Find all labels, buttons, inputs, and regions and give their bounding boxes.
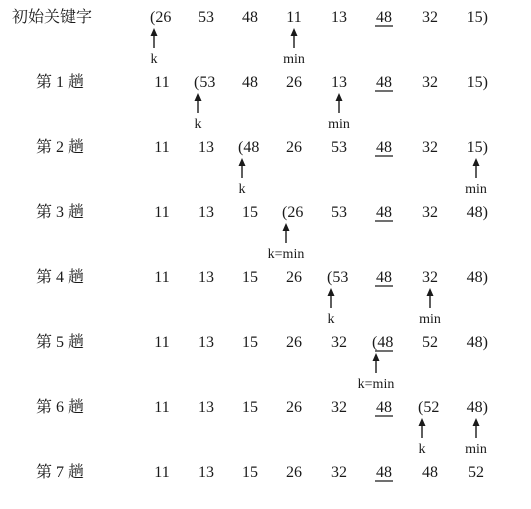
key-cell: 15: [242, 269, 258, 286]
key-cell: 32: [422, 74, 438, 91]
key-cell: 11: [154, 204, 170, 221]
key-cell: 26: [286, 334, 302, 351]
key-cell: 32: [331, 464, 347, 481]
pass-row: [36, 333, 488, 392]
row-label: 第 1 趟: [36, 74, 85, 91]
key-cell: 52: [468, 464, 484, 481]
key-cell: 48: [422, 464, 438, 481]
key-cell: (53: [194, 74, 216, 91]
key-cell: 32: [422, 204, 438, 221]
key-cell: (52: [418, 399, 440, 416]
pass-row: [36, 268, 488, 327]
key-cell: 13: [198, 204, 214, 221]
key-cell: 13: [331, 9, 347, 26]
key-cell: 32: [422, 9, 438, 26]
key-cell: 48: [242, 74, 258, 91]
key-cell: 26: [286, 399, 302, 416]
pointer-label: k=min: [357, 377, 395, 392]
key-cell: 15: [242, 464, 258, 481]
pointer-label: min: [465, 442, 487, 457]
key-cell: 26: [286, 464, 302, 481]
pointer-label: k: [150, 52, 158, 67]
pointer-arrow-head: [328, 288, 335, 296]
pass-row: [36, 463, 484, 481]
key-cell: 48: [376, 74, 392, 91]
row-label: 第 5 趟: [36, 334, 85, 351]
key-cell: 15: [242, 334, 258, 351]
pass-row: [36, 203, 488, 262]
pointer-arrow-head: [239, 158, 246, 166]
key-cell: 32: [331, 399, 347, 416]
key-cell: 53: [331, 204, 347, 221]
key-cell: (53: [327, 269, 349, 286]
key-cell: 26: [286, 269, 302, 286]
key-cell: 48): [466, 399, 488, 416]
key-cell: 13: [198, 464, 214, 481]
pointer-arrow-head: [473, 158, 480, 166]
key-cell: 48: [376, 9, 392, 26]
key-cell: 53: [331, 139, 347, 156]
key-cell: 52: [422, 334, 438, 351]
key-cell: 11: [286, 9, 302, 26]
key-cell: 53: [198, 9, 214, 26]
row-label: 第 7 趟: [36, 464, 85, 481]
key-cell: 48: [242, 9, 258, 26]
key-cell: 11: [154, 139, 170, 156]
key-cell: 15: [242, 204, 258, 221]
pointer-label: min: [465, 182, 487, 197]
key-cell: 48: [376, 464, 392, 481]
pointer-arrow-head: [336, 93, 343, 101]
key-cell: 48: [376, 139, 392, 156]
pass-row: [12, 8, 488, 67]
key-cell: 48: [376, 399, 392, 416]
pass-row: [36, 138, 488, 197]
key-cell: 32: [422, 139, 438, 156]
pointer-arrow-head: [151, 28, 158, 36]
key-cell: 26: [286, 74, 302, 91]
key-cell: 32: [422, 269, 438, 286]
pointer-arrow-head: [427, 288, 434, 296]
key-cell: 48): [466, 334, 488, 351]
pointer-arrow-head: [373, 353, 380, 361]
key-cell: 48): [466, 269, 488, 286]
key-cell: 13: [198, 334, 214, 351]
row-label: 第 6 趟: [36, 399, 85, 416]
key-cell: 32: [331, 334, 347, 351]
key-cell: 15: [242, 399, 258, 416]
key-cell: 11: [154, 269, 170, 286]
key-cell: 48: [376, 204, 392, 221]
key-cell: 11: [154, 399, 170, 416]
key-cell: (48: [238, 139, 260, 156]
pass-row: [36, 73, 488, 132]
pointer-arrow-head: [473, 418, 480, 426]
key-cell: (48: [372, 334, 394, 351]
row-label: 初始关键字: [12, 9, 93, 26]
key-cell: 48: [376, 269, 392, 286]
key-cell: 11: [154, 464, 170, 481]
key-cell: (26: [150, 9, 172, 26]
pointer-arrow-head: [291, 28, 298, 36]
pointer-label: min: [283, 52, 305, 67]
pointer-label: k: [418, 442, 426, 457]
key-cell: (26: [282, 204, 304, 221]
key-cell: 13: [331, 74, 347, 91]
key-cell: 11: [154, 74, 170, 91]
pointer-label: min: [328, 117, 350, 132]
pointer-label: k=min: [267, 247, 305, 262]
key-cell: 13: [198, 139, 214, 156]
pointer-arrow-head: [419, 418, 426, 426]
key-cell: 15): [466, 74, 488, 91]
pointer-label: k: [194, 117, 202, 132]
pointer-arrow-head: [195, 93, 202, 101]
row-label: 第 4 趟: [36, 269, 85, 286]
row-label: 第 3 趟: [36, 204, 85, 221]
row-label: 第 2 趟: [36, 139, 85, 156]
pointer-label: min: [419, 312, 441, 327]
key-cell: 13: [198, 399, 214, 416]
pass-row: [36, 398, 488, 457]
key-cell: 11: [154, 334, 170, 351]
pointer-label: k: [238, 182, 246, 197]
key-cell: 48): [466, 204, 488, 221]
key-cell: 15): [466, 139, 488, 156]
pointer-label: k: [327, 312, 335, 327]
pointer-arrow-head: [283, 223, 290, 231]
key-cell: 26: [286, 139, 302, 156]
key-cell: 13: [198, 269, 214, 286]
key-cell: 15): [466, 9, 488, 26]
